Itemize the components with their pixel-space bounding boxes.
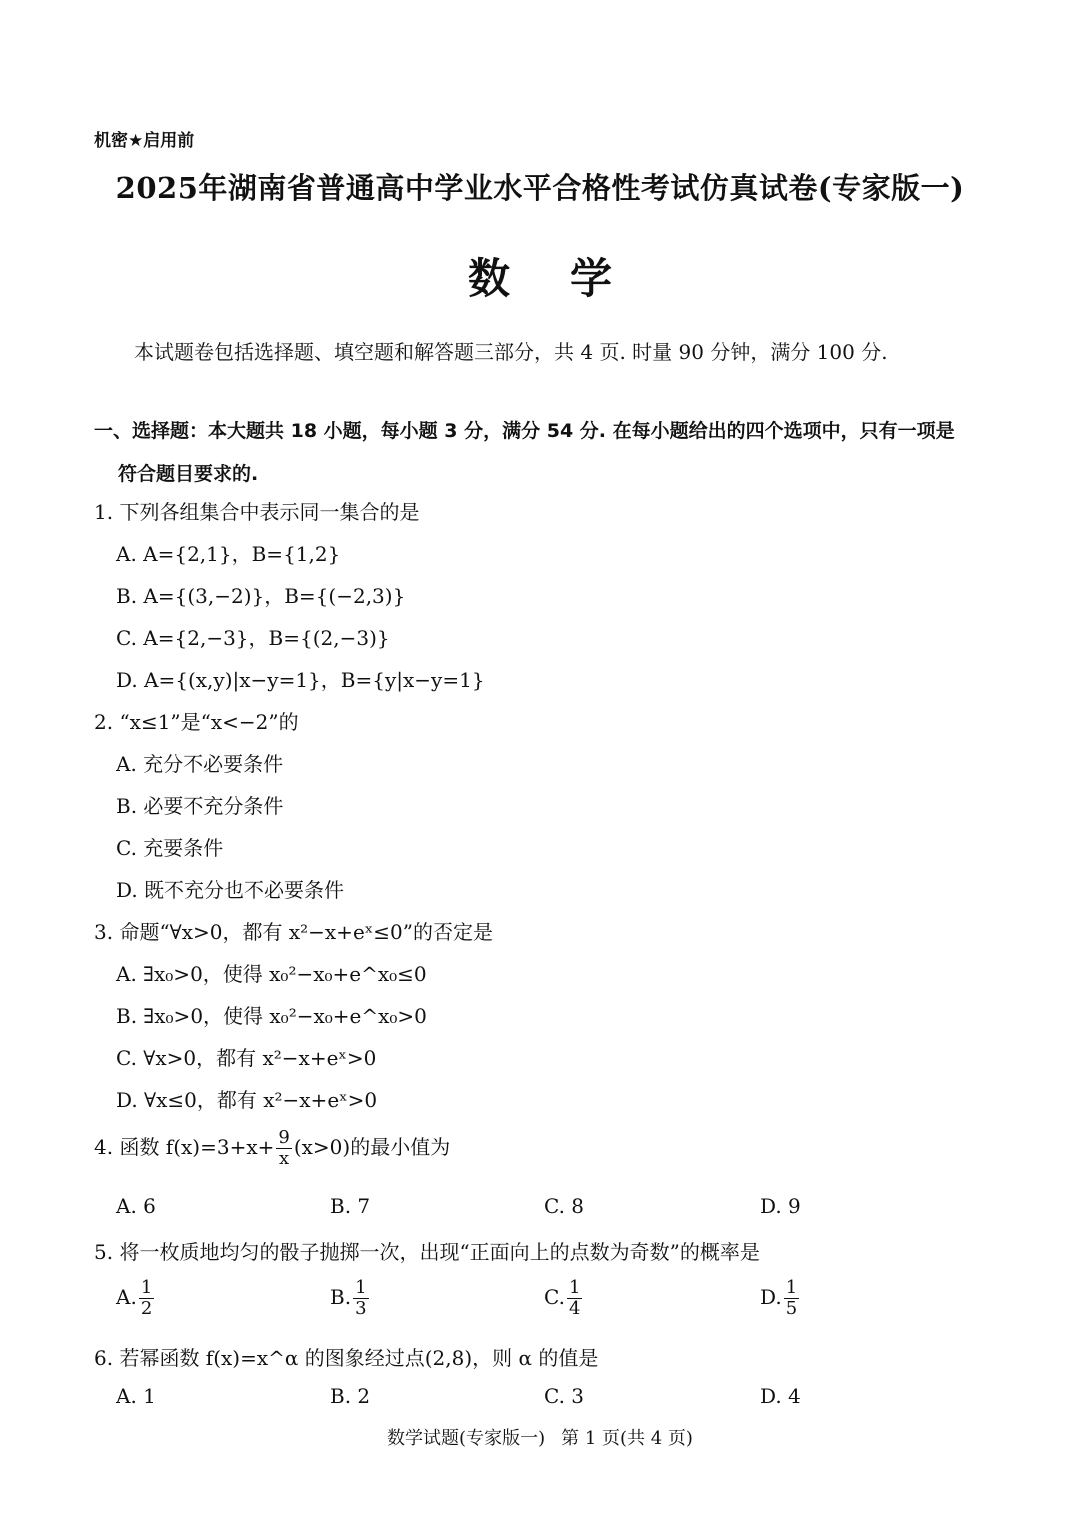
confidential-label: 机密★启用前 — [94, 131, 195, 151]
question-5-option-a — [116, 1278, 156, 1319]
question-4-stem — [94, 1128, 450, 1169]
question-4-stem-pre: 4. 函数 f(x)=3+x+ — [94, 1135, 275, 1159]
question-4-option-c: C. 8 — [544, 1194, 585, 1218]
question-1-option-a: A. A={2,1}，B={1,2} — [116, 542, 341, 566]
fraction-numerator: 1 — [140, 1277, 153, 1298]
fraction-denominator: 5 — [785, 1298, 798, 1319]
question-1-stem: 1. 下列各组集合中表示同一集合的是 — [94, 500, 420, 524]
fraction-numerator: 1 — [785, 1277, 798, 1298]
fraction-numerator: 1 — [568, 1277, 581, 1298]
option-fraction — [784, 1278, 799, 1319]
question-3-option-b: B. ∃x₀>0，使得 x₀²−x₀+e^x₀>0 — [116, 1004, 427, 1028]
question-4-stem-post: (x>0)的最小值为 — [293, 1135, 451, 1159]
option-label: D. — [760, 1285, 782, 1309]
question-5-option-c — [544, 1278, 584, 1319]
question-1-option-b: B. A={(3,−2)}，B={(−2,3)} — [116, 584, 406, 608]
question-6-option-c: C. 3 — [544, 1384, 585, 1408]
question-6-option-a: A. 1 — [116, 1384, 156, 1408]
footer-page-number: 第 1 页(共 4 页) — [561, 1428, 693, 1449]
option-fraction — [139, 1278, 154, 1319]
question-4-option-b: B. 7 — [330, 1194, 371, 1218]
exam-intro: 本试题卷包括选择题、填空题和解答题三部分，共 4 页. 时量 90 分钟，满分 100 分. — [134, 340, 888, 364]
question-5-option-d — [760, 1278, 801, 1319]
exam-title: 2025年湖南省普通高中学业水平合格性考试仿真试卷(专家版一) — [115, 171, 965, 205]
fraction-denominator: 3 — [355, 1298, 367, 1319]
section-heading — [94, 410, 994, 496]
question-6-option-d: D. 4 — [760, 1384, 801, 1408]
footer-subject: 数学试题(专家版一) — [387, 1428, 546, 1449]
question-6-stem: 6. 若幂函数 f(x)=x^α 的图象经过点(2,8)，则 α 的值是 — [94, 1346, 599, 1370]
question-5-stem: 5. 将一枚质地均匀的骰子抛掷一次，出现“正面向上的点数为奇数”的概率是 — [94, 1240, 760, 1264]
section-heading-line2: 符合题目要求的. — [118, 463, 259, 485]
question-5-option-b — [330, 1278, 371, 1319]
section-heading-line1: 一、选择题：本大题共 18 小题，每小题 3 分，满分 54 分. 在每小题给出的四个选项中，只有一项是 — [94, 420, 955, 442]
question-1-option-d: D. A={(x,y)|x−y=1}，B={y|x−y=1} — [116, 668, 485, 692]
fraction-denominator: x — [279, 1148, 290, 1169]
question-6-option-b: B. 2 — [330, 1384, 371, 1408]
question-2-stem: 2. “x≤1”是“x<−2”的 — [94, 710, 299, 734]
question-3-option-c: C. ∀x>0，都有 x²−x+eˣ>0 — [116, 1046, 377, 1070]
option-label: C. — [544, 1285, 565, 1309]
option-label: B. — [330, 1285, 352, 1309]
question-2-option-b: B. 必要不充分条件 — [116, 794, 284, 818]
question-3-option-a: A. ∃x₀>0，使得 x₀²−x₀+e^x₀≤0 — [116, 962, 427, 986]
question-2-option-a: A. 充分不必要条件 — [116, 752, 284, 776]
question-4-option-a: A. 6 — [116, 1194, 156, 1218]
page-footer — [0, 1424, 1080, 1450]
fraction-numerator: 9 — [278, 1127, 290, 1148]
fraction-numerator: 1 — [355, 1277, 367, 1298]
question-3-stem: 3. 命题“∀x>0，都有 x²−x+eˣ≤0”的否定是 — [94, 920, 493, 944]
question-3-option-d: D. ∀x≤0，都有 x²−x+eˣ>0 — [116, 1088, 378, 1112]
option-label: A. — [116, 1285, 137, 1309]
question-2-option-d: D. 既不充分也不必要条件 — [116, 878, 345, 902]
option-fraction — [567, 1278, 582, 1319]
question-4-fraction — [276, 1128, 291, 1169]
question-4-option-d: D. 9 — [760, 1194, 801, 1218]
fraction-denominator: 4 — [568, 1298, 581, 1319]
question-2-option-c: C. 充要条件 — [116, 836, 224, 860]
question-1-option-c: C. A={2,−3}，B={(2,−3)} — [116, 626, 390, 650]
fraction-denominator: 2 — [140, 1298, 153, 1319]
subject-title: 数学 — [467, 254, 672, 303]
option-fraction — [353, 1278, 368, 1319]
